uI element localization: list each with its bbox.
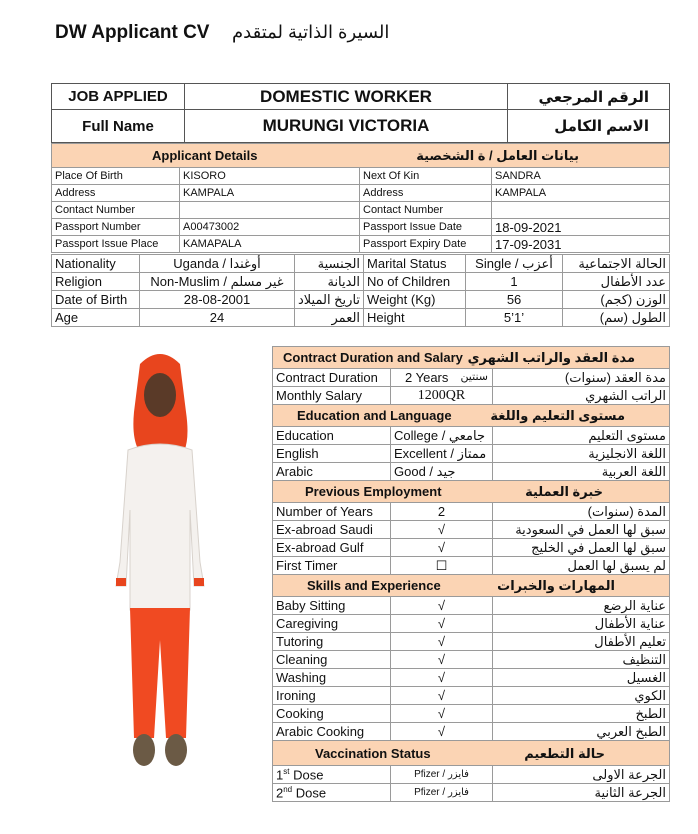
marital-value: Single / أعزب (466, 255, 563, 273)
kin-address-label: Address (360, 185, 492, 202)
contact-label: Contact Number (52, 202, 180, 219)
dob-label-ar: تاريخ الميلاد (295, 291, 364, 309)
skill-check: √ (391, 705, 493, 723)
children-label-ar: عدد الأطفال (563, 273, 670, 291)
marital-label: Marital Status (364, 255, 466, 273)
name-value: MURUNGI VICTORIA (185, 110, 508, 143)
address-label: Address (52, 185, 180, 202)
contract-section-title-ar: مدة العقد والراتب الشهري (467, 350, 635, 365)
skills-section-title: Skills and Experience (307, 578, 441, 593)
arabic-value: Good / جيد (391, 463, 493, 481)
nationality-label-ar: الجنسية (295, 255, 364, 273)
arabic-label-ar: اللغة العربية (493, 463, 670, 481)
years-value: 2 (391, 503, 493, 521)
vaccination-section-title: Vaccination Status (315, 746, 431, 761)
skill-check: √ (391, 687, 493, 705)
expiry-value: 17-09-2031 (492, 236, 670, 253)
marital-label-ar: الحالة الاجتماعية (563, 255, 670, 273)
education-value: College / جامعي (391, 427, 493, 445)
skill-label: Washing (273, 669, 391, 687)
age-value: 24 (140, 309, 295, 327)
profile-details-table (272, 346, 670, 802)
gulf-label: Ex-abroad Gulf (273, 539, 391, 557)
saudi-label: Ex-abroad Saudi (273, 521, 391, 539)
age-label-ar: العمر (295, 309, 364, 327)
applicant-section-title-ar: بيانات العامل / ة الشخصية (416, 148, 579, 163)
skill-check: √ (391, 669, 493, 687)
religion-value: Non-Muslim / غير مسلم (140, 273, 295, 291)
applicant-photo (100, 350, 220, 780)
duration-value-ar: سنتين (460, 371, 488, 383)
dose1-label (273, 766, 391, 784)
applicant-details-table (51, 143, 670, 253)
dose2-value: Pfizer / فايزر (391, 784, 493, 802)
dose2-label (273, 784, 391, 802)
saudi-value: √ (391, 521, 493, 539)
header-table (51, 83, 670, 143)
duration-value-cell (391, 369, 493, 387)
education-label: Education (273, 427, 391, 445)
page-title-arabic: السيرة الذاتية لمتقدم (232, 22, 390, 42)
employment-section-title-ar: خبرة العملية (525, 484, 603, 499)
right-shoe (165, 734, 187, 766)
religion-label-ar: الديانة (295, 273, 364, 291)
skill-check: √ (391, 633, 493, 651)
kin-value: SANDRA (492, 168, 670, 185)
first-timer-label: First Timer (273, 557, 391, 575)
vaccination-section-title-ar: حالة التطعيم (524, 746, 605, 761)
contract-section-header (273, 347, 670, 369)
skill-check: √ (391, 615, 493, 633)
pob-value: KISORO (180, 168, 360, 185)
name-label-ar: الاسم الكامل (508, 110, 670, 143)
gulf-value: √ (391, 539, 493, 557)
dob-label: Date of Birth (52, 291, 140, 309)
skill-label: Caregiving (273, 615, 391, 633)
contact-value (180, 202, 360, 219)
education-section-title-ar: مستوى التعليم واللغة (490, 408, 625, 423)
kin-contact-value (492, 202, 670, 219)
height-value: 5’1’ (466, 309, 563, 327)
salary-value: 1200QR (391, 387, 493, 405)
name-label: Full Name (52, 110, 185, 143)
job-label-ar: الرقم المرجعي (508, 84, 670, 110)
skill-label-ar: الكوي (493, 687, 670, 705)
skill-label: Baby Sitting (273, 597, 391, 615)
english-value: Excellent / ممتاز (391, 445, 493, 463)
passport-no-label: Passport Number (52, 219, 180, 236)
contract-section-title: Contract Duration and Salary (283, 350, 463, 365)
passport-no-value: A00473002 (180, 219, 360, 236)
education-section-header (273, 405, 670, 427)
weight-label-ar: الوزن (كجم) (563, 291, 670, 309)
kin-label: Next Of Kin (360, 168, 492, 185)
kin-contact-label: Contact Number (360, 202, 492, 219)
weight-label: Weight (Kg) (364, 291, 466, 309)
skill-label: Cleaning (273, 651, 391, 669)
skill-label-ar: التنظيف (493, 651, 670, 669)
dose2-text: Dose (292, 785, 327, 801)
nationality-value: Uganda / أوغندا (140, 255, 295, 273)
issue-place-value: KAMAPALA (180, 236, 360, 253)
skill-label: Tutoring (273, 633, 391, 651)
weight-value: 56 (466, 291, 563, 309)
dose2-label-ar: الجرعة الثانية (493, 784, 670, 802)
issue-date-value: 18-09-2021 (492, 219, 670, 236)
dose1-number: 1 (276, 767, 284, 783)
applicant-section-title: Applicant Details (152, 148, 258, 163)
skill-label: Cooking (273, 705, 391, 723)
saudi-label-ar: سبق لها العمل في السعودية (493, 521, 670, 539)
dose1-value: Pfizer / فايزر (391, 766, 493, 784)
skill-label-ar: عناية الرضع (493, 597, 670, 615)
face-shape (144, 373, 176, 417)
address-value: KAMPALA (180, 185, 360, 202)
skill-check: √ (391, 723, 493, 741)
first-timer-label-ar: لم يسبق لها العمل (493, 557, 670, 575)
tunic-shape (116, 444, 204, 610)
skill-label: Ironing (273, 687, 391, 705)
duration-label: Contract Duration (273, 369, 391, 387)
pob-label: Place Of Birth (52, 168, 180, 185)
english-label-ar: اللغة الانجليزية (493, 445, 670, 463)
english-label: English (273, 445, 391, 463)
education-section-title: Education and Language (297, 408, 452, 423)
trousers-shape (130, 608, 190, 738)
gulf-label-ar: سبق لها العمل في الخليج (493, 539, 670, 557)
years-label-ar: المدة (سنوات) (493, 503, 670, 521)
issue-place-label: Passport Issue Place (52, 236, 180, 253)
skill-check: √ (391, 651, 493, 669)
religion-label: Religion (52, 273, 140, 291)
children-label: No of Children (364, 273, 466, 291)
dose1-suffix: st (283, 766, 290, 776)
right-cuff (194, 578, 204, 586)
duration-value: 2 Years (405, 370, 449, 385)
duration-label-ar: مدة العقد (سنوات) (493, 369, 670, 387)
expiry-label: Passport Expiry Date (360, 236, 492, 253)
years-label: Number of Years (273, 503, 391, 521)
dose1-text: Dose (289, 767, 324, 783)
dose2-suffix: nd (283, 784, 293, 794)
skills-section-header (273, 575, 670, 597)
kin-address-value: KAMPALA (492, 185, 670, 202)
salary-label: Monthly Salary (273, 387, 391, 405)
dob-value: 28-08-2001 (140, 291, 295, 309)
age-label: Age (52, 309, 140, 327)
issue-date-label: Passport Issue Date (360, 219, 492, 236)
nationality-label: Nationality (52, 255, 140, 273)
first-timer-checkbox[interactable]: ☐ (391, 557, 493, 575)
skill-label-ar: الطبخ (493, 705, 670, 723)
applicant-section-header (52, 144, 670, 168)
left-shoe (133, 734, 155, 766)
employment-section-header (273, 481, 670, 503)
skill-label-ar: تعليم الأطفال (493, 633, 670, 651)
page-title: DW Applicant CV (55, 22, 210, 43)
job-label: JOB APPLIED (52, 84, 185, 110)
skill-label: Arabic Cooking (273, 723, 391, 741)
arabic-label: Arabic (273, 463, 391, 481)
personal-info-table (51, 254, 670, 327)
skills-section-title-ar: المهارات والخبرات (497, 578, 615, 593)
skill-check: √ (391, 597, 493, 615)
education-label-ar: مستوى التعليم (493, 427, 670, 445)
dose2-number: 2 (276, 785, 284, 801)
skill-label-ar: الطبخ العربي (493, 723, 670, 741)
salary-label-ar: الراتب الشهري (493, 387, 670, 405)
employment-section-title: Previous Employment (305, 484, 442, 499)
height-label: Height (364, 309, 466, 327)
height-label-ar: الطول (سم) (563, 309, 670, 327)
left-cuff (116, 578, 126, 586)
skill-label-ar: عناية الأطفال (493, 615, 670, 633)
dose1-label-ar: الجرعة الاولى (493, 766, 670, 784)
skill-label-ar: الغسيل (493, 669, 670, 687)
children-value: 1 (466, 273, 563, 291)
vaccination-section-header (273, 741, 670, 766)
job-value: DOMESTIC WORKER (185, 84, 508, 110)
